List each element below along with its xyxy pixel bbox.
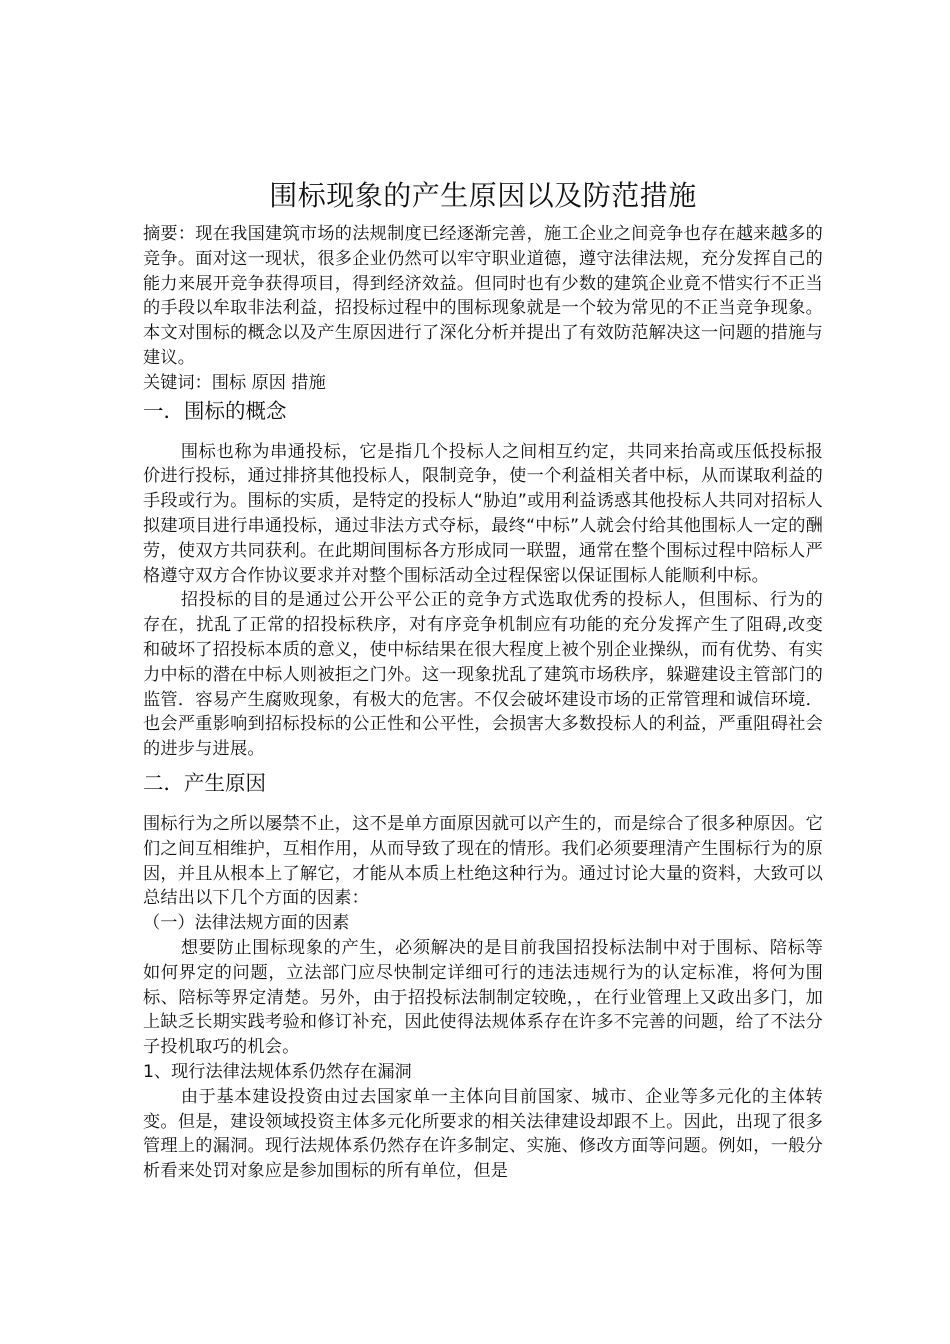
keywords-line: 关键词：围标 原因 措施 <box>143 372 326 393</box>
legal-factors-paragraph: 想要防止围标现象的产生，必须解决的是目前我国招投标法制中对于围标、陪标等如何界定的问题，立法部门应尽快制定详细可行的违法违规行为的认定标准，将何为围标、陪标等界定清楚。另外，由于招投标法制制定较晚，，在行业管理上又政出多门，加上缺乏长期实践考验和修订补充，因此使得法规体系存在许多不完善的问题，给了不法分子投机取巧的机会。 <box>143 937 823 1058</box>
item-heading-loopholes: 1、现行法律法规体系仍然存在漏洞 <box>143 1061 412 1082</box>
causes-intro-paragraph: 围标行为之所以屡禁不止，这不是单方面原因就可以产生的，而是综合了很多种原因。它们之间互相维护，互相作用，从而导致了现在的情形。我们必须要理清产生围标行为的原因，并且从根本上了解它，才能从本质上杜绝这种行为。通过讨论大量的资料，大致可以总结出以下几个方面的因素： <box>143 813 823 909</box>
section-heading-causes: 二．产生原因 <box>143 770 266 795</box>
document-title: 围标现象的产生原因以及防范措施 <box>269 179 697 212</box>
abstract-paragraph: 摘要：现在我国建筑市场的法规制度已经逐渐完善，施工企业之间竞争也存在越来越多的竞争。面对这一现状，很多企业仍然可以牢守职业道德，遵守法律法规，充分发挥自己的能力来展开竞争获得项目，得到经济效益。但同时也有少数的建筑企业竟不惜实行不正当的手段以牟取非法利益，招投标过程中的围标现象就是一个较为常见的不正当竞争现象。本文对围标的概念以及产生原因进行了深化分析并提出了有效防范解决这一问题的措施与建议。 <box>143 224 823 368</box>
concept-paragraph-2: 招投标的目的是通过公开公平公正的竞争方式选取优秀的投标人，但围标、行为的存在，扰乱了正常的招投标秩序，对有序竞争机制应有功能的充分发挥产生了阻碍,改变和破坏了招投标本质的意义，使中标结果在很大程度上被个别企业操纵，而有优势、有实力中标的潜在中标人则被拒之门外。这一现象扰乱了建筑市场秩序，躲避建设主管部门的监管．容易产生腐败现象，有极大的危害。不仅会破坏建设市场的正常管理和诚信环境．也会严重影响到招标投标的公正性和公平性，会损害大多数投标人的利益，严重阻碍社会的进步与进展。 <box>143 590 823 760</box>
concept-paragraph-1: 围标也称为串通投标，它是指几个投标人之间相互约定，共同来抬高或压低投标报价进行投标，通过排挤其他投标人，限制竞争，使一个利益相关者中标，从而谋取利益的手段或行为。围标的实质，是特定的投标人“胁迫”或用利益诱惑其他投标人共同对招标人拟建项目进行串通投标，通过非法方式夺标，最终“中标”人就会付给其他围标人一定的酬劳，使双方共同获利。在此期间围标各方形成同一联盟，通常在整个围标过程中陪标人严格遵守双方合作协议要求并对整个围标活动全过程保密以保证围标人能顺利中标。 <box>143 441 823 586</box>
loopholes-paragraph: 由于基本建设投资由过去国家单一主体向目前国家、城市、企业等多元化的主体转变。但是，建设领域投资主体多元化所要求的相关法律建设却跟不上。因此，出现了很多管理上的漏洞。现行法规体系仍然存在许多制定、实施、修改方面等问题。例如，一般分析看来处罚对象应是参加围标的所有单位，但是 <box>143 1086 823 1182</box>
section-spacer <box>143 802 823 812</box>
subsection-heading-legal: （一）法律法规方面的因素 <box>143 913 350 934</box>
section-heading-concept: 一．围标的概念 <box>143 398 287 423</box>
document-body <box>143 176 823 1184</box>
